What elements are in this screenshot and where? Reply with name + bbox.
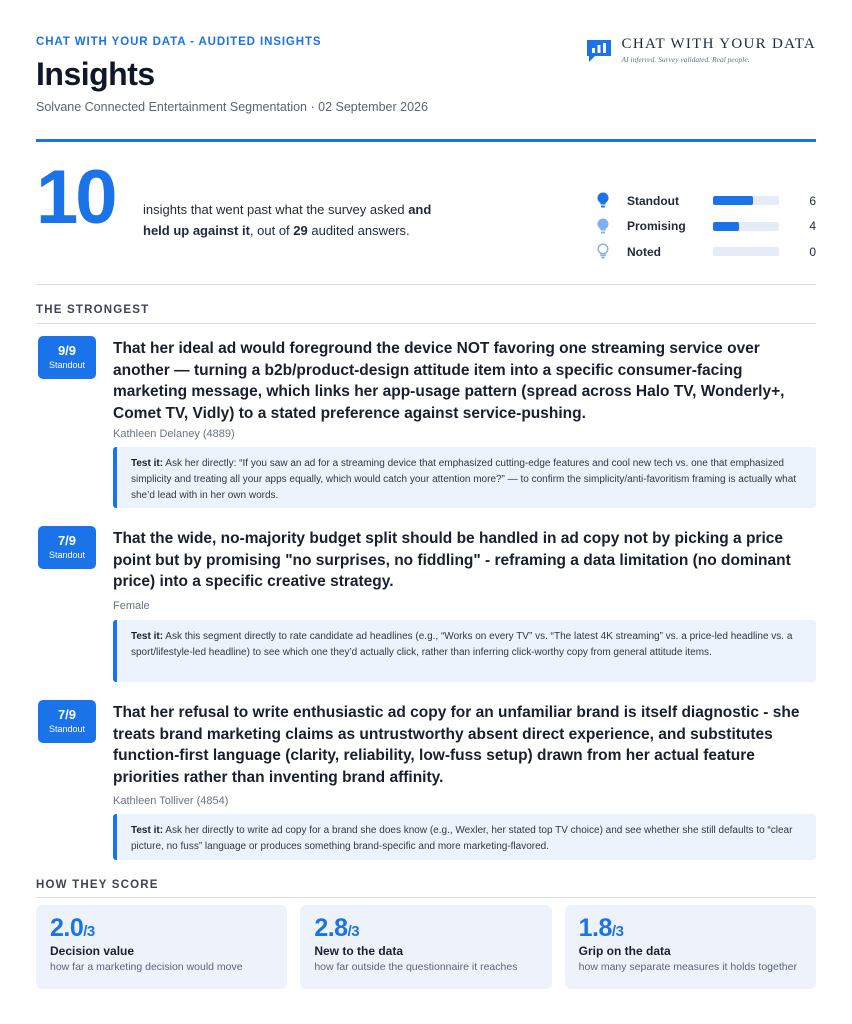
- tier-row-standout: [596, 188, 816, 214]
- insight-text: That the wide, no-majority budget split should be handled in ad copy not by picking a price point but by promising "no surprises, no fiddling" - reframing a data limitation (no dominant price) into a specific creative strategy.: [113, 530, 791, 590]
- score-card-value: [50, 914, 273, 943]
- tier-row-noted: [596, 239, 816, 265]
- section-heading-strongest: THE STRONGEST: [36, 304, 150, 316]
- brand-name: CHAT WITH YOUR DATA: [621, 36, 816, 52]
- section-divider: [36, 897, 816, 898]
- insight-text: That her ideal ad would foreground the device NOT favoring one streaming service over another — turning a b2b/product-design attitude item into a specific consumer-facing marketing message, which links her app-usage pattern (spread across Halo TV, Wonderly+, Comet TV, Vidly) to a stated preference against service-pushing.: [113, 340, 785, 422]
- score-badge: [38, 700, 96, 743]
- section-heading-scores: HOW THEY SCORE: [36, 879, 159, 891]
- page-title: Insights: [36, 56, 155, 92]
- insight-source: Kathleen Tolliver (4854): [113, 795, 229, 807]
- score-card-description: how many separate measures it holds together: [578, 961, 797, 973]
- score-card-number: 2.8: [314, 914, 348, 942]
- tier-bar: [713, 222, 779, 231]
- score-card-decision-value: [36, 905, 287, 989]
- score-cards: [36, 905, 816, 989]
- summary-text-bold: and held up against it: [143, 202, 432, 238]
- test-it-box: [113, 620, 816, 682]
- section-divider: [36, 323, 816, 324]
- insight-source: Female: [113, 600, 150, 612]
- score-tier: Standout: [48, 360, 86, 370]
- tier-bar: [713, 247, 779, 256]
- score-badge: [38, 336, 96, 379]
- test-it-text: Ask her directly to write ad copy for a brand she does know (e.g., Wexler, her stated top TV choice) and see whether she still defaults to “clear picture, no fuss” language or produces something brand-specific and more marketing-flavored.: [131, 825, 793, 852]
- score-card-new-to-data: [300, 905, 551, 989]
- insight-text: That her refusal to write enthusiastic ad copy for an unfamiliar brand is itself diagnostic - she treats brand marketing claims as untrustworthy absent direct experience, and substitutes function-first language (clarity, reliability, low-fuss setup) drawn from her actual feature priorities rather than inventing brand affinity.: [113, 704, 800, 786]
- tier-count: 0: [809, 244, 816, 259]
- score-value: 7/9: [57, 533, 77, 548]
- summary-text-part3: audited answers.: [307, 223, 410, 238]
- score-value: 9/9: [57, 343, 77, 358]
- test-it-label: Test it:: [131, 825, 164, 836]
- tier-label: Noted: [627, 244, 661, 259]
- test-it-box: [113, 447, 816, 508]
- score-card-description: how far outside the questionnaire it reaches: [314, 961, 518, 973]
- summary-text-part2: , out of: [249, 223, 294, 238]
- tier-label: Promising: [627, 219, 686, 234]
- audited-count: 29: [293, 223, 308, 238]
- test-it-text: Ask this segment directly to rate candidate ad headlines (e.g., “Works on every TV” vs. “The latest 4K streaming” vs. a price-led headline vs. a sport/lifestyle-led headline) to see which one they’d actually click, rather than inferring click-worthy copy from general attitude items.: [131, 631, 793, 658]
- score-card-denominator: /3: [611, 923, 624, 940]
- score-card-denominator: /3: [83, 923, 95, 940]
- tier-count: 6: [809, 193, 816, 208]
- page-subtitle: Solvane Connected Entertainment Segmentation · 02 September 2026: [36, 100, 428, 114]
- score-card-number: 2.0: [50, 914, 84, 942]
- insight-count: 10: [36, 155, 115, 240]
- score-card-title: Decision value: [50, 944, 135, 958]
- brand-block: [585, 36, 816, 64]
- score-tier: Standout: [48, 724, 86, 734]
- tier-count: 4: [809, 219, 816, 234]
- tier-bar-fill: [713, 196, 753, 205]
- summary-text-part1: insights that went past what the survey asked: [143, 202, 409, 217]
- header-divider: [36, 139, 816, 142]
- tier-breakdown: [596, 188, 816, 265]
- summary-divider: [36, 284, 816, 285]
- tier-row-promising: [596, 214, 816, 240]
- chat-chart-icon: [585, 38, 613, 64]
- score-badge: [38, 526, 96, 569]
- score-value: 7/9: [57, 707, 77, 722]
- score-card-value: [579, 914, 802, 943]
- tier-label: Standout: [627, 193, 679, 208]
- test-it-box: [113, 814, 816, 860]
- eyebrow-label: CHAT WITH YOUR DATA - AUDITED INSIGHTS: [36, 36, 322, 48]
- tier-bar-fill: [713, 222, 739, 231]
- lightbulb-filled-icon: [596, 192, 610, 210]
- lightbulb-light-icon: [596, 217, 610, 235]
- score-card-title: Grip on the data: [578, 944, 671, 958]
- insight-source: Kathleen Delaney (4889): [113, 428, 235, 440]
- test-it-label: Test it:: [131, 631, 164, 642]
- test-it-label: Test it:: [131, 458, 164, 469]
- brand-tagline: AI inferred. Survey validated. Real people.: [621, 55, 750, 64]
- score-card-title: New to the data: [314, 944, 404, 958]
- score-card-denominator: /3: [347, 923, 360, 940]
- score-card-value: [314, 914, 537, 943]
- tier-bar: [713, 196, 779, 205]
- summary-text: [143, 199, 443, 241]
- score-card-number: 1.8: [578, 914, 612, 942]
- lightbulb-outline-icon: [596, 243, 610, 261]
- score-tier: Standout: [48, 550, 86, 560]
- test-it-text: Ask her directly: “If you saw an ad for a streaming device that emphasized cutting-edge features and cool new tech vs. one that emphasized simplicity and treating all your apps equally, which would catch your attention more?” — to confirm the simplicity/anti-favoritism framing is actually what she’d lead with in her own words.: [131, 458, 797, 501]
- score-card-description: how far a marketing decision would move: [50, 961, 243, 973]
- score-card-grip-on-data: [565, 905, 816, 989]
